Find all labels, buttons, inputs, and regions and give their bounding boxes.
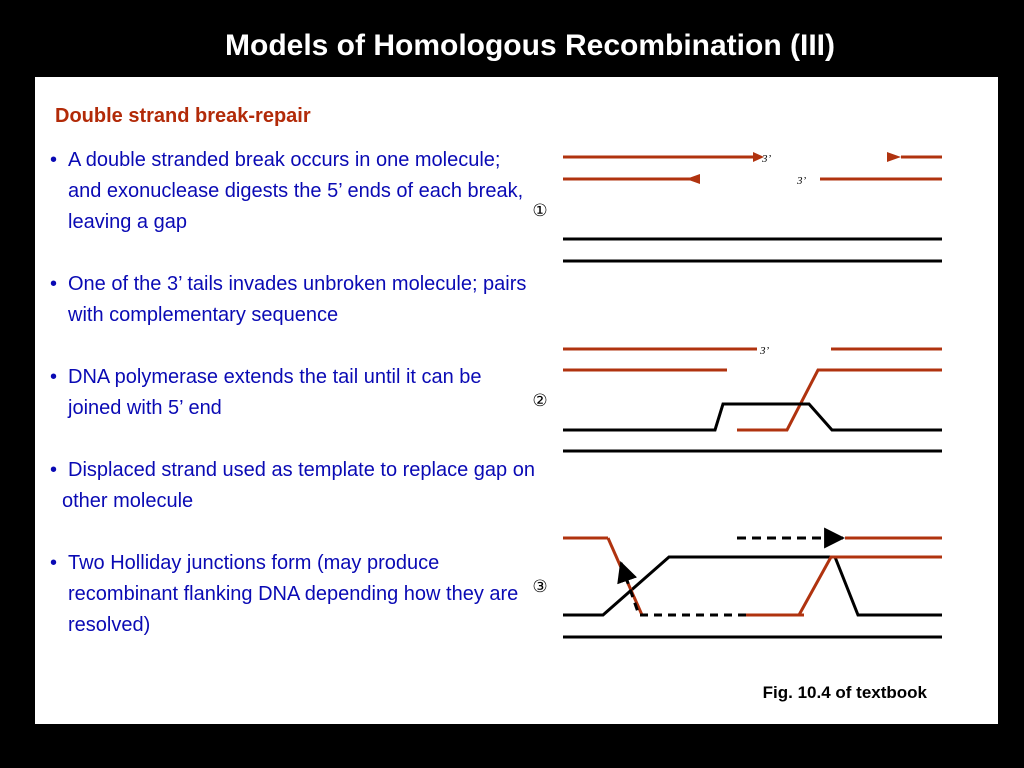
bullet-list xyxy=(46,145,536,672)
step-label-1: ① xyxy=(532,201,548,220)
step-label-2: ② xyxy=(532,391,548,410)
bullet-item xyxy=(46,455,536,517)
intact-strand-top xyxy=(563,404,942,430)
end-label: 3’ xyxy=(762,153,772,165)
bullet-marker: • xyxy=(50,273,58,295)
slide-title: Models of Homologous Recombination (III) xyxy=(225,29,835,62)
bullet-item xyxy=(46,548,536,641)
crossing-strand-right xyxy=(799,557,942,615)
step-1-diagram xyxy=(563,152,942,261)
bullet-text: Displaced strand used as template to replace gap on other molecule xyxy=(62,459,535,512)
bullet-text: One of the 3’ tails invades unbroken molecule; pairs with complementary sequence xyxy=(68,273,527,326)
recombination-diagram xyxy=(555,137,975,697)
bullet-marker: • xyxy=(50,149,58,171)
bullet-item xyxy=(46,362,536,424)
end-label: 3’ xyxy=(760,345,770,357)
bullet-marker: • xyxy=(50,366,58,388)
end-label: 3’ xyxy=(797,175,807,187)
bullet-marker: • xyxy=(50,459,58,481)
step-2-diagram xyxy=(563,349,942,451)
bullet-text: DNA polymerase extends the tail until it can be joined with 5’ end xyxy=(68,366,482,419)
bullet-marker: • xyxy=(50,552,58,574)
content-panel xyxy=(35,77,998,724)
figure-caption: Fig. 10.4 of textbook xyxy=(762,683,927,702)
crossing-strand-left-red xyxy=(608,538,737,615)
step-3-diagram xyxy=(563,538,942,637)
bullet-text: A double stranded break occurs in one molecule; and exonuclease digests the 5’ ends of each break, leaving a gap xyxy=(68,149,524,233)
step-label-3: ③ xyxy=(532,577,548,596)
section-heading: Double strand break-repair xyxy=(55,105,311,127)
invading-strand xyxy=(737,370,942,430)
arrowhead-icon xyxy=(686,174,700,184)
arrowhead-icon xyxy=(887,152,901,162)
bullet-text: Two Holliday junctions form (may produce recombinant flanking DNA depending how they are resolved) xyxy=(68,552,519,636)
bullet-item xyxy=(46,269,536,331)
bullet-item xyxy=(46,145,536,238)
